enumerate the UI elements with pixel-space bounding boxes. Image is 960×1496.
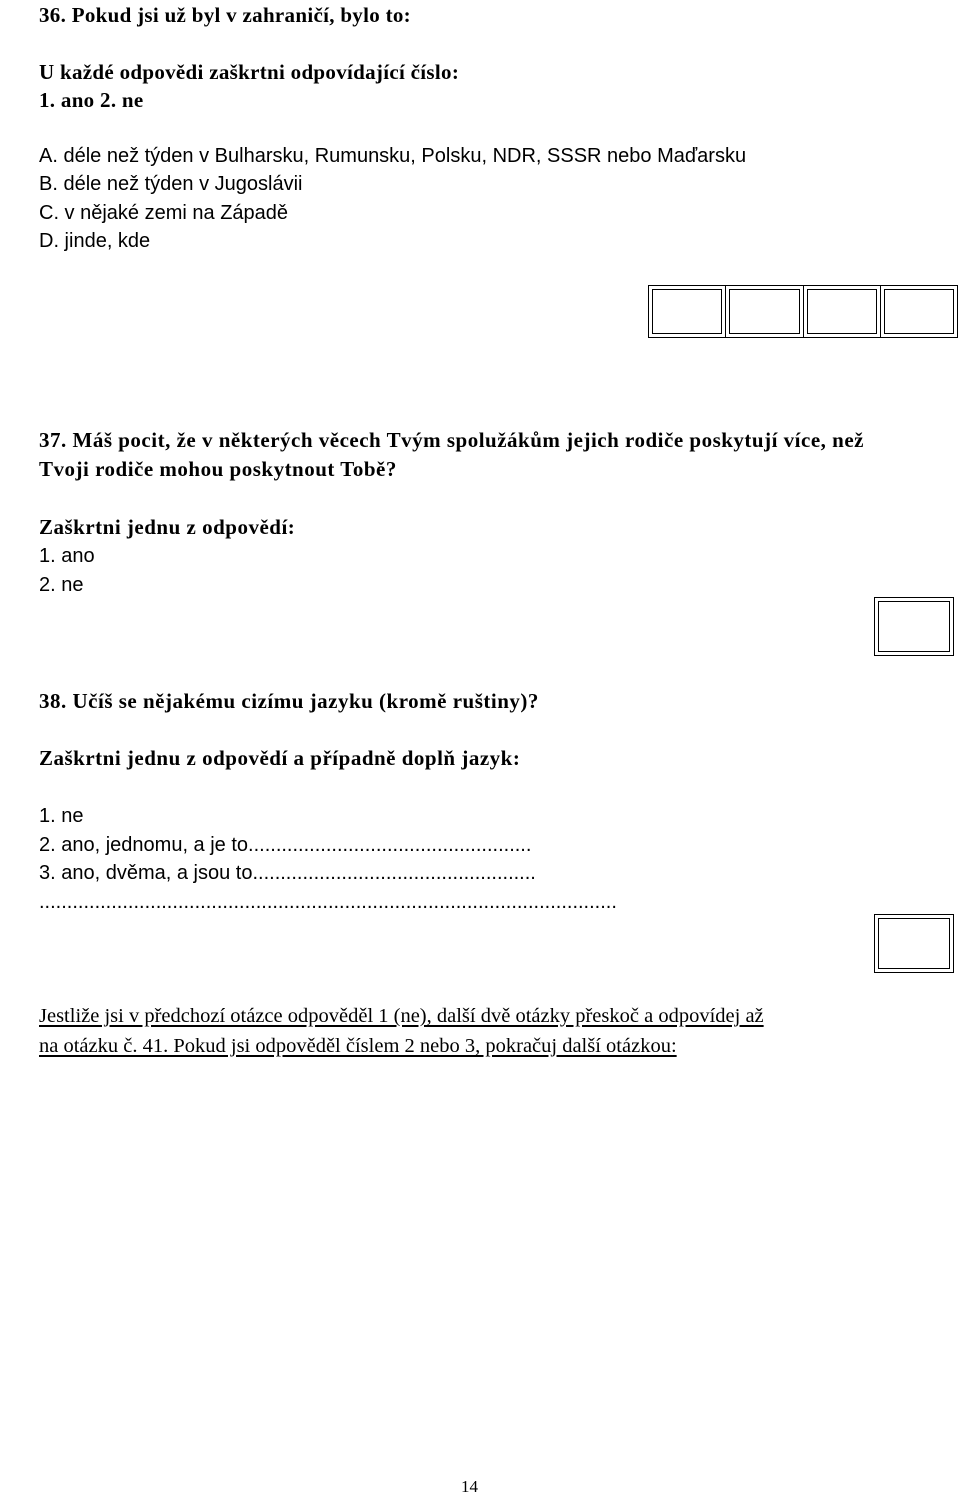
page-number: 14 (461, 1477, 478, 1496)
question-36-option-c: C. v nějaké zemi na Západě (39, 202, 289, 224)
question-37-option-1: 1. ano (39, 545, 95, 567)
question-36-option-b: B. déle než týden v Jugoslávii (39, 173, 303, 195)
answer-box-a[interactable] (649, 286, 725, 337)
question-36-option-d: D. jinde, kde (39, 230, 151, 252)
question-38-title: 38. Učíš se nějakému cizímu jazyku (kromě ruštiny)? (39, 689, 539, 713)
question-37-title-line2: Tvoji rodiče mohou poskytnout Tobě? (39, 457, 397, 481)
answer-box-c[interactable] (803, 286, 880, 337)
answer-box-d[interactable] (880, 286, 957, 337)
question-36-option-a: A. déle než týden v Bulharsku, Rumunsku, Polsku, NDR, SSSR nebo Maďarsku (39, 145, 747, 167)
question-38-option-3-continuation: ........................................................................................................ (39, 891, 617, 913)
question-37-answer-box[interactable] (874, 597, 954, 656)
question-36-instruction: U každé odpovědi zaškrtni odpovídající číslo: (39, 60, 460, 84)
answer-box-b[interactable] (725, 286, 802, 337)
question-37-option-2: 2. ne (39, 574, 84, 596)
question-38-option-2: 2. ano, jednomu, a je to................................................... (39, 834, 532, 856)
question-38-instruction: Zaškrtni jednu z odpovědí a případně doplň jazyk: (39, 746, 521, 770)
question-38-option-3: 3. ano, dvěma, a jsou to................................................... (39, 862, 536, 884)
question-37-title-line1: 37. Máš pocit, že v některých věcech Tvým spolužákům jejich rodiče poskytují více, než (39, 428, 864, 452)
question-38-option-1: 1. ne (39, 805, 84, 827)
question-38-answer-box[interactable] (874, 914, 954, 973)
question-36-scale: 1. ano 2. ne (39, 88, 144, 112)
skip-instruction-line1: Jestliže jsi v předchozí otázce odpověděl 1 (ne), další dvě otázky přeskoč a odpovídej až (39, 1005, 764, 1027)
question-36-answer-grid (648, 285, 958, 338)
question-37-instruction: Zaškrtni jednu z odpovědí: (39, 515, 296, 539)
skip-instruction-line2: na otázku č. 41. Pokud jsi odpověděl číslem 2 nebo 3, pokračuj další otázkou: (39, 1035, 677, 1057)
question-36-title: 36. Pokud jsi už byl v zahraničí, bylo to: (39, 3, 411, 27)
